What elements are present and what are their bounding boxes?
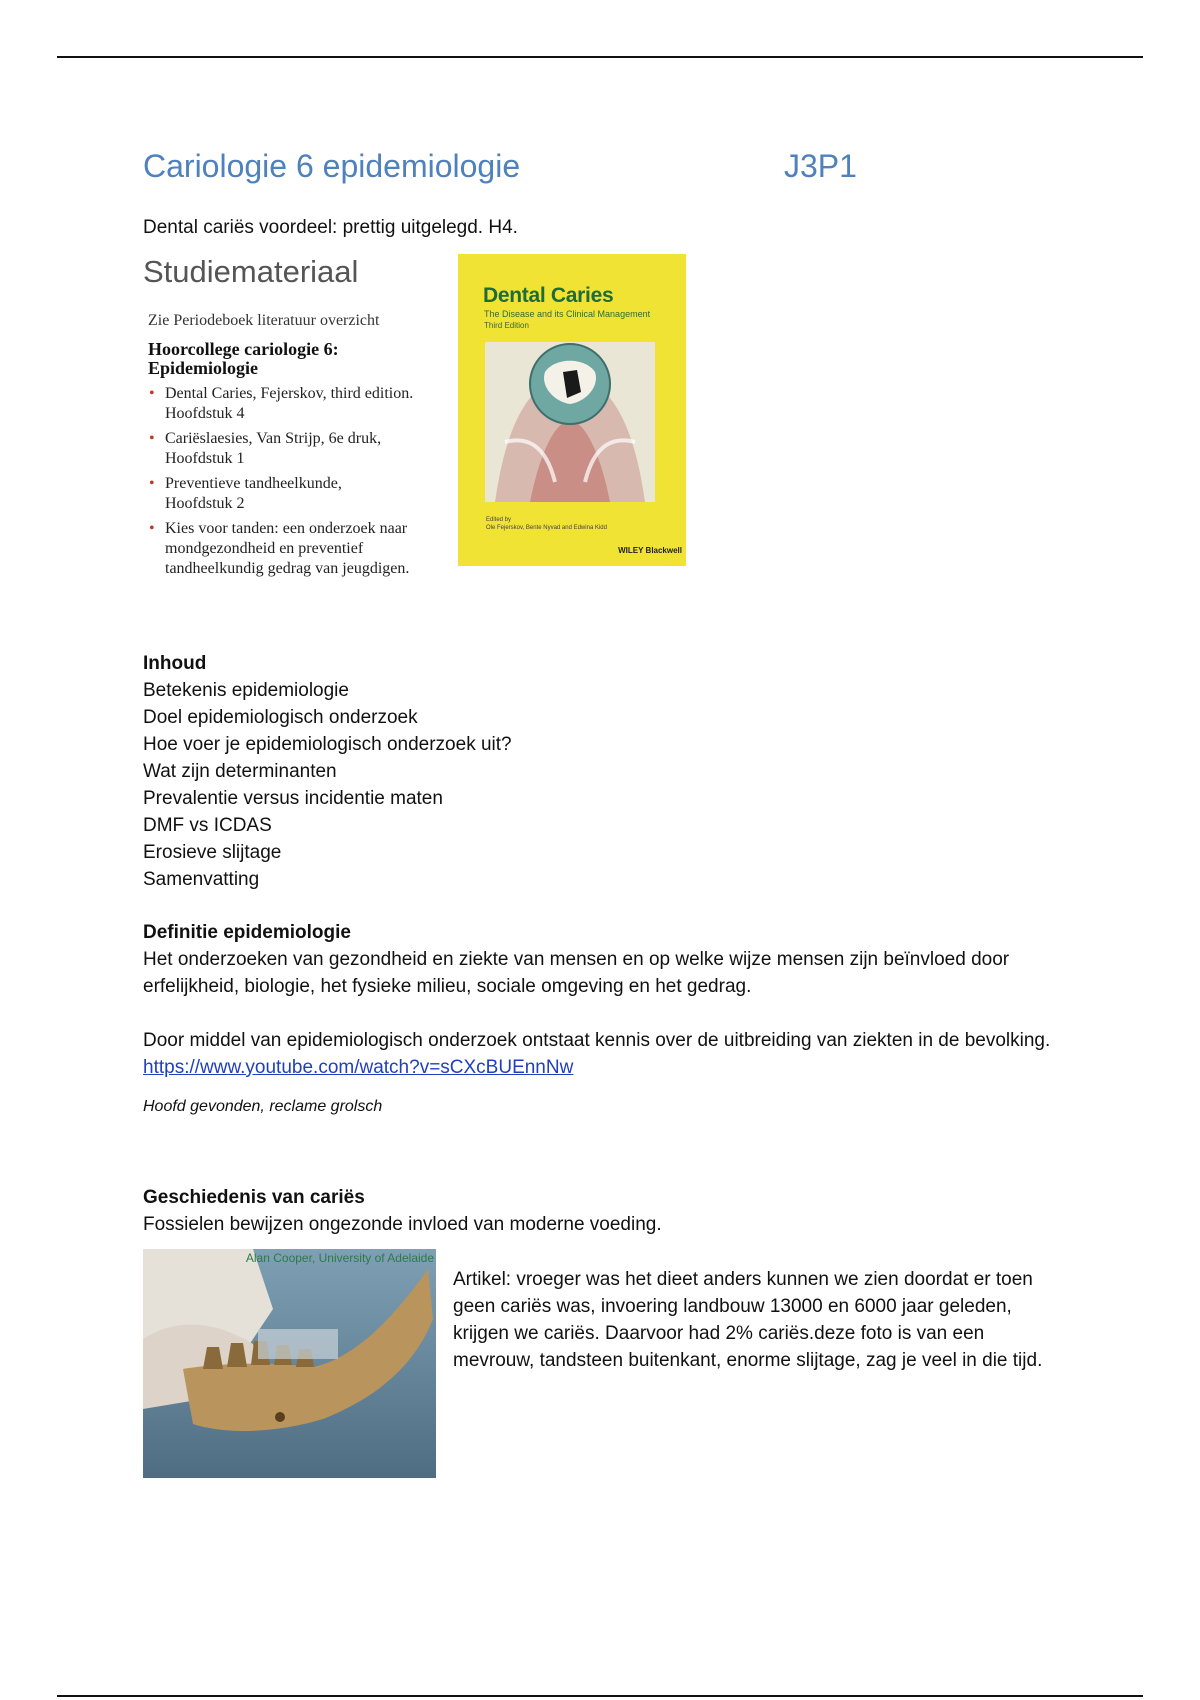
header-rule — [57, 56, 1143, 58]
slide-heading: Studiemateriaal — [143, 254, 359, 289]
definition-paragraph: Door middel van epidemiologisch onderzoek ontstaat kennis over de uitbreiding van ziekten in de bevolking. — [143, 1030, 1051, 1051]
slide-list-item — [148, 384, 453, 424]
history-text: Fossielen bewijzen ongezonde invloed van moderne voeding. — [143, 1214, 662, 1235]
book-title: Dental Caries — [483, 284, 614, 307]
paragraph-gap — [143, 1000, 1073, 1027]
book-edition: Third Edition — [484, 321, 529, 330]
photo-credit: Alan Cooper, University of Adelaide — [245, 1251, 434, 1265]
jaw-photo-illustration — [143, 1249, 436, 1478]
slide-item-line: • Cariëslaesies, Van Strijp, 6e druk, — [165, 430, 382, 447]
toc-item: Wat zijn determinanten — [143, 761, 337, 782]
intro-text: Dental cariës voordeel: prettig uitgelegd. H4. — [143, 217, 518, 238]
definition-section — [143, 919, 1073, 1120]
slide-item-line: • Dental Caries, Fejerskov, third edition. — [165, 385, 414, 402]
slide-list-item — [148, 519, 453, 579]
footer-rule — [57, 1695, 1143, 1697]
book-editors-line: Edited by — [486, 517, 512, 523]
course-code: J3P1 — [784, 148, 857, 184]
slide-lecture-title — [148, 340, 453, 378]
history-heading: Geschiedenis van cariës — [143, 1187, 365, 1208]
toc-item: Erosieve slijtage — [143, 842, 282, 863]
slide-item-line: Hoofdstuk 2 — [165, 495, 245, 512]
definition-heading: Definitie epidemiologie — [143, 922, 351, 943]
slide-list — [148, 384, 453, 579]
definition-paragraph: Het onderzoeken van gezondheid en ziekte van mensen en op welke wijze mensen zijn beïnvloed door erfelijkheid, biologie, het fysieke milieu, sociale omgeving en het gedrag. — [143, 949, 1010, 997]
book-publisher: WILEY Blackwell — [618, 546, 682, 555]
slide-item-line: Hoofdstuk 1 — [165, 450, 245, 467]
slide-item-line: • Preventieve tandheelkunde, — [165, 475, 342, 492]
toc-item: Hoe voer je epidemiologisch onderzoek uit? — [143, 734, 512, 755]
tooth-cross-section-illustration — [485, 342, 655, 502]
toc-item: Doel epidemiologisch onderzoek — [143, 707, 418, 728]
toc-item: Betekenis epidemiologie — [143, 680, 349, 701]
slide-item-line: tandheelkundig gedrag van jeugdigen. — [165, 560, 410, 577]
slide-item-line: Hoofdstuk 4 — [165, 405, 245, 422]
fossil-jaw-photo — [143, 1249, 436, 1478]
toc-item: DMF vs ICDAS — [143, 815, 272, 836]
book-editors — [486, 516, 607, 532]
slide-list-item — [148, 474, 453, 514]
toc-item: Samenvatting — [143, 869, 260, 890]
history-section — [143, 1184, 1073, 1238]
table-of-contents — [143, 650, 1073, 893]
slide-list-item — [148, 429, 453, 469]
article-text: Artikel: vroeger was het dieet anders kunnen we zien doordat er toen geen cariës was, invoering landbouw 13000 en 6000 jaar geleden, krijgen we cariës. Daarvoor had 2% cariës.deze foto is van een mevrouw, tandsteen buitenkant, enorme slijtage, zag je veel in die tijd. — [453, 1269, 1043, 1371]
book-subtitle: The Disease and its Clinical Management — [484, 309, 651, 319]
document-title: Cariologie 6 epidemiologie — [143, 148, 521, 184]
slide-lecture-line2: Epidemiologie — [148, 358, 259, 378]
book-cover-image — [458, 254, 686, 566]
book-editors-line: Ole Fejerskov, Bente Nyvad and Edwina Kidd — [486, 525, 607, 531]
video-note: Hoofd gevonden, reclame grolsch — [143, 1098, 383, 1115]
slide-reference: Zie Periodeboek literatuur overzicht — [148, 312, 380, 329]
study-material-slide — [143, 250, 453, 590]
slide-lecture-line1: Hoorcollege cariologie 6: — [148, 339, 339, 359]
title-row — [143, 148, 1143, 188]
slide-item-line: • Kies voor tanden: een onderzoek naar — [165, 520, 408, 537]
toc-heading: Inhoud — [143, 653, 207, 674]
toc-item: Prevalentie versus incidentie maten — [143, 788, 443, 809]
slide-item-line: mondgezondheid en preventief — [165, 540, 364, 557]
youtube-link[interactable]: https://www.youtube.com/watch?v=sCXcBUEnnNw — [143, 1057, 574, 1078]
